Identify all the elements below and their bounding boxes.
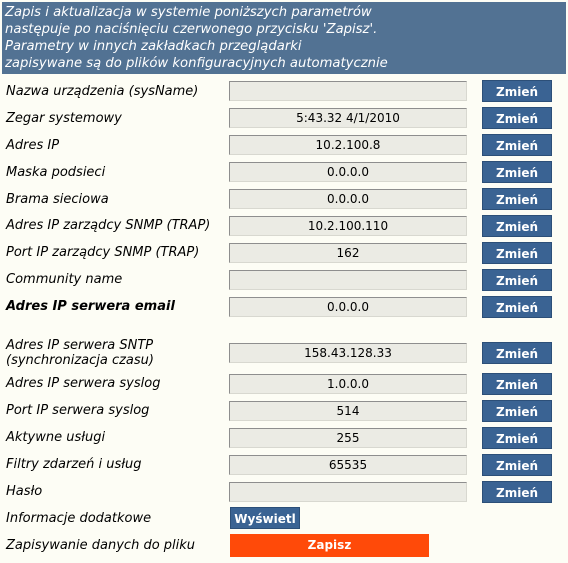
field-ip-address[interactable]: 10.2.100.8 — [229, 135, 467, 155]
field-syslog-server-ip[interactable]: 1.0.0.0 — [229, 374, 467, 394]
label-syslog-server-ip: Adres IP serwera syslog — [6, 376, 161, 391]
label-sysname: Nazwa urządzenia (sysName) — [6, 84, 199, 99]
change-button-snmp-trap-ip[interactable]: Zmień — [482, 215, 552, 237]
field-snmp-trap-port[interactable]: 162 — [229, 243, 467, 263]
label-ip-address: Adres IP — [6, 138, 60, 153]
show-button[interactable]: Wyświetl — [230, 507, 300, 529]
label-syslog-server-port: Port IP serwera syslog — [6, 403, 150, 418]
change-button-clock[interactable]: Zmień — [482, 107, 552, 129]
field-subnet-mask[interactable]: 0.0.0.0 — [229, 162, 467, 182]
label-snmp-trap-port: Port IP zarządcy SNMP (TRAP) — [6, 245, 200, 260]
change-button-email-server-ip[interactable]: Zmień — [482, 296, 552, 318]
field-syslog-server-port[interactable]: 514 — [229, 401, 467, 421]
label-event-filters: Filtry zdarzeń i usług — [6, 457, 142, 472]
change-button-event-filters[interactable]: Zmień — [482, 454, 552, 476]
field-snmp-trap-ip[interactable]: 10.2.100.110 — [229, 216, 467, 236]
change-button-sysname[interactable]: Zmień — [482, 80, 552, 102]
change-button-sntp-server-ip[interactable]: Zmień — [482, 342, 552, 364]
label-sntp-server-note: (synchronizacja czasu) — [6, 353, 154, 368]
label-snmp-trap-ip: Adres IP zarządcy SNMP (TRAP) — [6, 218, 211, 233]
field-sntp-server-ip[interactable]: 158.43.128.33 — [229, 343, 467, 363]
label-save-to-file: Zapisywanie danych do pliku — [6, 538, 196, 553]
label-gateway: Brama sieciowa — [6, 192, 109, 207]
label-clock: Zegar systemowy — [6, 111, 122, 126]
label-active-services: Aktywne usługi — [6, 430, 106, 445]
field-password[interactable] — [229, 482, 467, 502]
label-subnet-mask: Maska podsieci — [6, 165, 106, 180]
change-button-ip-address[interactable]: Zmień — [482, 134, 552, 156]
change-button-password[interactable]: Zmień — [482, 481, 552, 503]
change-button-active-services[interactable]: Zmień — [482, 427, 552, 449]
header-line-2: następuje po naciśnięciu czerwonego przycisku 'Zapisz'. — [5, 22, 378, 37]
header-line-1: Zapis i aktualizacja w systemie poniższych parametrów — [5, 5, 372, 20]
field-email-server-ip[interactable]: 0.0.0.0 — [229, 297, 467, 317]
label-sntp-server-ip: Adres IP serwera SNTP — [6, 338, 154, 353]
label-email-server-ip: Adres IP serwera email — [6, 299, 175, 314]
change-button-syslog-server-ip[interactable]: Zmień — [482, 373, 552, 395]
label-community-name: Community name — [6, 272, 123, 287]
label-additional-info: Informacje dodatkowe — [6, 511, 152, 526]
label-password: Hasło — [6, 484, 43, 499]
change-button-snmp-trap-port[interactable]: Zmień — [482, 242, 552, 264]
header-line-4: zapisywane są do plików konfiguracyjnych automatycznie — [5, 56, 388, 71]
change-button-community-name[interactable]: Zmień — [482, 269, 552, 291]
field-event-filters[interactable]: 65535 — [229, 455, 467, 475]
info-header — [2, 2, 566, 74]
change-button-syslog-server-port[interactable]: Zmień — [482, 400, 552, 422]
save-button[interactable]: Zapisz — [230, 534, 429, 557]
change-button-subnet-mask[interactable]: Zmień — [482, 161, 552, 183]
field-clock[interactable]: 5:43.32 4/1/2010 — [229, 108, 467, 128]
header-line-3: Parametry w innych zakładkach przeglądarki — [5, 39, 302, 54]
field-active-services[interactable]: 255 — [229, 428, 467, 448]
field-community-name[interactable] — [229, 270, 467, 290]
field-gateway[interactable]: 0.0.0.0 — [229, 189, 467, 209]
change-button-gateway[interactable]: Zmień — [482, 188, 552, 210]
field-sysname[interactable] — [229, 81, 467, 101]
